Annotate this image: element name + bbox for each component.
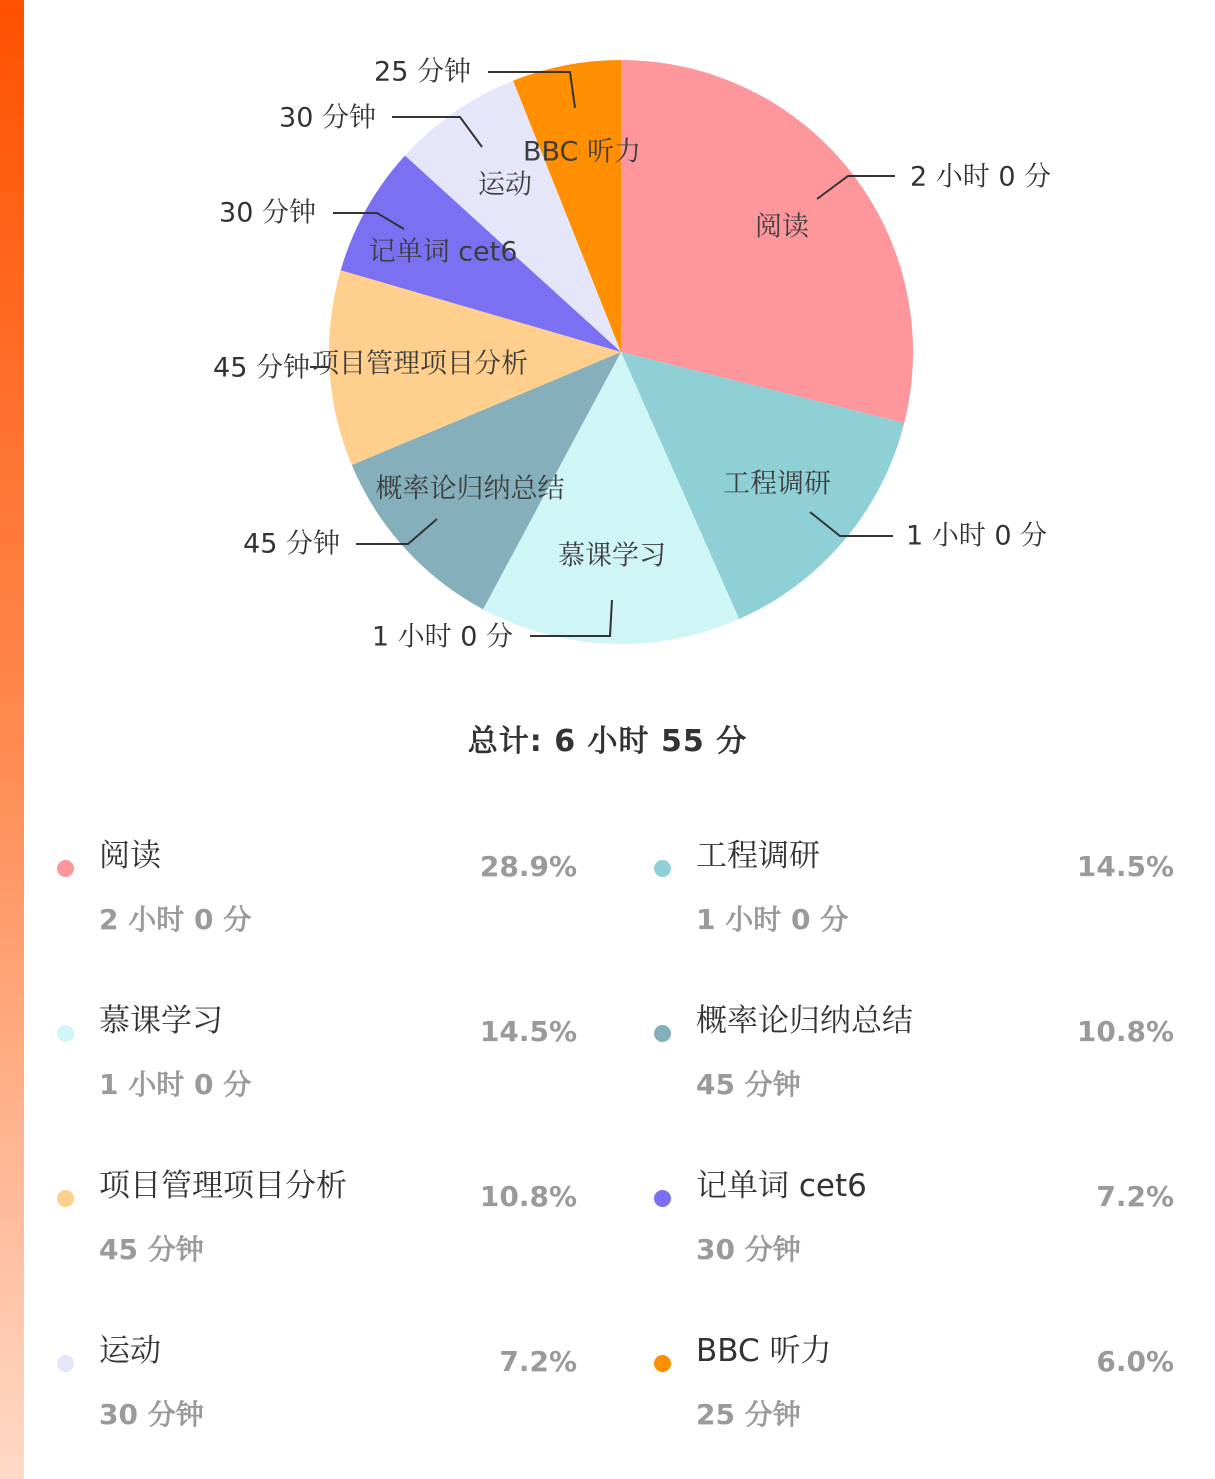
legend-item-name: 运动 bbox=[99, 1333, 161, 1369]
legend-item[interactable] bbox=[654, 1162, 1174, 1282]
legend-item[interactable] bbox=[57, 1327, 577, 1447]
legend-color-dot bbox=[57, 860, 74, 877]
legend-item-percent: 10.8% bbox=[1076, 1015, 1174, 1048]
legend-item[interactable] bbox=[654, 997, 1174, 1117]
legend-item[interactable] bbox=[654, 1327, 1174, 1447]
legend-item-percent: 10.8% bbox=[479, 1180, 577, 1213]
slice-duration-callout: 30 分钟 bbox=[219, 197, 316, 229]
legend-item-percent: 14.5% bbox=[479, 1015, 577, 1048]
legend-item[interactable] bbox=[57, 997, 577, 1117]
slice-duration-callout: 1 小时 0 分 bbox=[371, 621, 513, 653]
slice-duration-callout: 1 小时 0 分 bbox=[906, 520, 1048, 552]
legend-item-name: 阅读 bbox=[99, 838, 161, 874]
legend-item-duration: 30 分钟 bbox=[696, 1233, 801, 1266]
legend-color-dot bbox=[57, 1025, 74, 1042]
legend-color-dot bbox=[654, 1025, 671, 1042]
slice-label: 工程调研 bbox=[723, 468, 831, 500]
legend-item-name: 慕课学习 bbox=[99, 1003, 223, 1039]
legend-item-percent: 7.2% bbox=[499, 1345, 577, 1378]
legend-item-name: 项目管理项目分析 bbox=[99, 1168, 347, 1204]
legend-item-duration: 45 分钟 bbox=[696, 1068, 801, 1101]
legend-item-name: 记单词 cet6 bbox=[696, 1168, 867, 1204]
legend-color-dot bbox=[57, 1190, 74, 1207]
legend-item-name: 工程调研 bbox=[696, 838, 820, 874]
pie-chart bbox=[0, 0, 1215, 700]
slice-label: 项目管理项目分析 bbox=[312, 348, 528, 380]
legend-item-percent: 28.9% bbox=[479, 850, 577, 883]
legend-item[interactable] bbox=[57, 1162, 577, 1282]
legend-color-dot bbox=[654, 860, 671, 877]
slice-label: 阅读 bbox=[755, 211, 809, 243]
legend-item-duration: 25 分钟 bbox=[696, 1398, 801, 1431]
legend-item-name: 概率论归纳总结 bbox=[696, 1003, 913, 1039]
legend-item-duration: 45 分钟 bbox=[99, 1233, 204, 1266]
total-duration: 总计: 6 小时 55 分 bbox=[467, 724, 748, 759]
slice-duration-callout: 30 分钟 bbox=[279, 102, 376, 134]
legend-item[interactable] bbox=[654, 832, 1174, 952]
slice-duration-callout: 45 分钟 bbox=[243, 528, 340, 560]
slice-label: 慕课学习 bbox=[558, 540, 666, 572]
legend-item-name: BBC 听力 bbox=[696, 1333, 832, 1369]
legend-item[interactable] bbox=[57, 832, 577, 952]
slice-label: 运动 bbox=[478, 169, 532, 201]
slice-duration-callout: 2 小时 0 分 bbox=[910, 161, 1052, 193]
slice-label: 记单词 cet6 bbox=[368, 236, 518, 268]
legend-item-percent: 14.5% bbox=[1076, 850, 1174, 883]
legend-color-dot bbox=[57, 1355, 74, 1372]
slice-duration-callout: 25 分钟 bbox=[374, 56, 471, 88]
legend-item-duration: 1 小时 0 分 bbox=[696, 903, 849, 936]
legend-item-percent: 6.0% bbox=[1096, 1345, 1174, 1378]
slice-label: BBC 听力 bbox=[522, 136, 642, 168]
legend-color-dot bbox=[654, 1355, 671, 1372]
slice-duration-callout: 45 分钟 bbox=[213, 352, 310, 384]
legend-item-duration: 30 分钟 bbox=[99, 1398, 204, 1431]
slice-label: 概率论归纳总结 bbox=[375, 473, 565, 505]
legend-item-duration: 1 小时 0 分 bbox=[99, 1068, 252, 1101]
legend-item-percent: 7.2% bbox=[1096, 1180, 1174, 1213]
legend-item-duration: 2 小时 0 分 bbox=[99, 903, 252, 936]
legend-color-dot bbox=[654, 1190, 671, 1207]
